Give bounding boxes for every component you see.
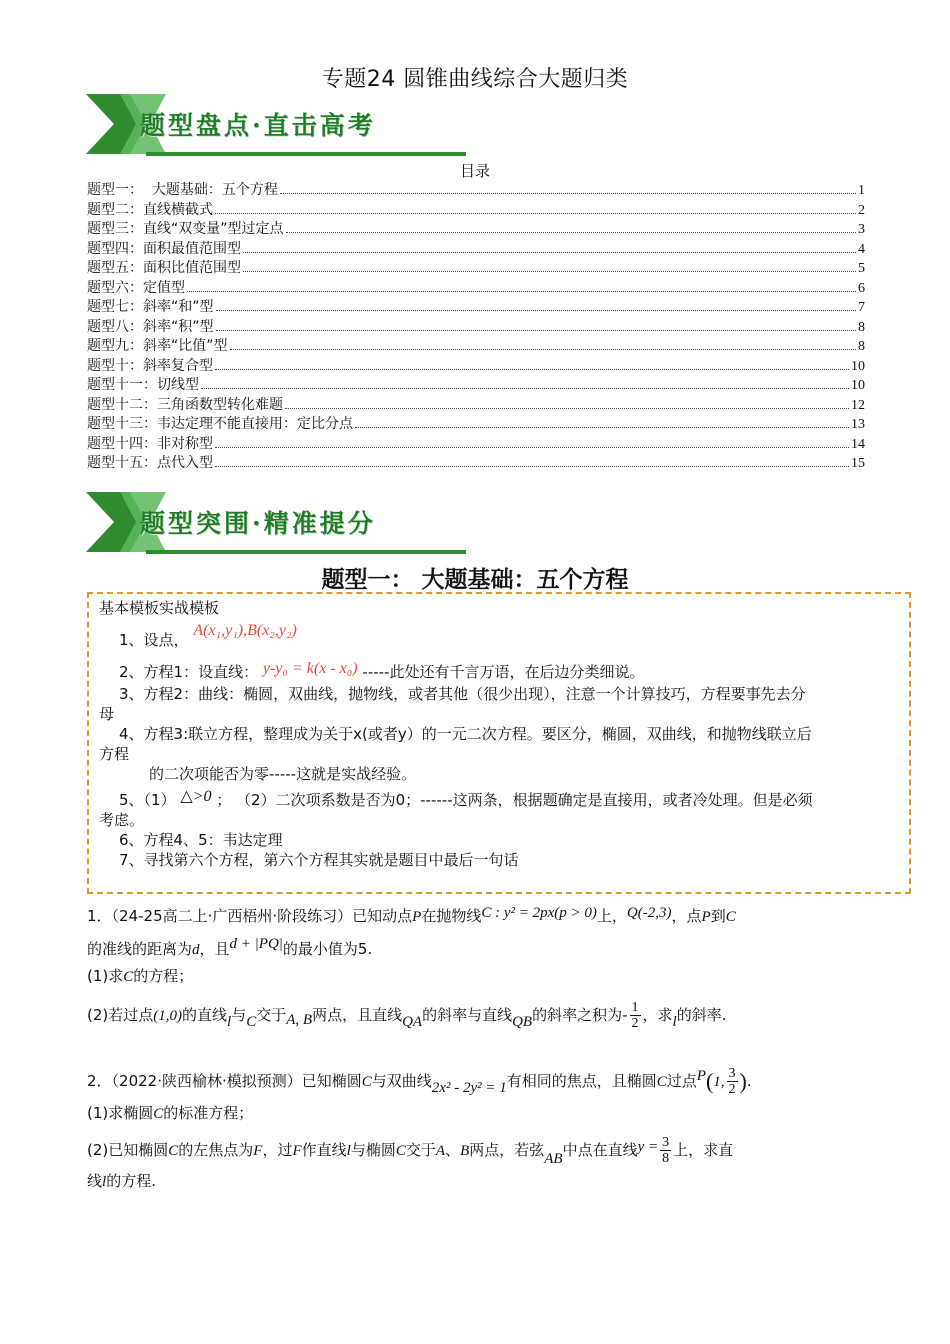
toc-entry-page: 10	[851, 378, 865, 393]
parabola-equation: C : y² = 2px(p > 0)	[481, 905, 597, 921]
template-step-4: 4、方程3:联立方程，整理成为关于x(或者y）的一元二次方程。要区分，椭圆，双曲线，和抛物线联立后	[119, 725, 812, 743]
toc-entry[interactable]	[87, 259, 865, 279]
toc-entry-label: 题型八：斜率“积”型	[87, 318, 214, 335]
line-formula: y-y₀ = k(x - x₀)	[262, 660, 358, 677]
template-step-3-cont: 母	[99, 705, 115, 723]
toc-entry-label: 题型十：斜率复合型	[87, 357, 213, 374]
section-banner-overview	[86, 94, 466, 158]
toc-entry-page: 2	[858, 202, 865, 218]
toc-entry-page: 12	[851, 397, 865, 413]
toc-entry-page: 15	[851, 456, 865, 471]
toc-entry-page: 14	[851, 436, 865, 452]
toc-leader-dots	[215, 447, 849, 448]
problem-2-part-1: (1)求椭圆C的标准方程；	[87, 1104, 254, 1122]
toc-entry[interactable]	[87, 298, 865, 318]
toc-entry[interactable]	[87, 181, 865, 201]
toc-leader-dots	[285, 408, 849, 409]
toc-entry[interactable]	[87, 220, 865, 240]
toc-leader-dots	[230, 349, 856, 350]
template-step-1: 1、设点， A(x₁,y₁),B(x₂,y₂)	[119, 622, 297, 649]
toc-entry[interactable]	[87, 279, 865, 299]
toc-entry[interactable]	[87, 454, 865, 474]
toc-entry-page: 1	[858, 183, 865, 198]
toc-entry-label: 题型九：斜率“比值”型	[87, 338, 228, 354]
toc-entry-label: 题型三：直线“双变量”型过定点	[87, 221, 284, 237]
section-title: 题型一： 大题基础：五个方程	[321, 567, 629, 593]
problem-2-part-2: (2)已知椭圆C的左焦点为F，过F作直线l与椭圆C交于A、B两点，若弦AB中点在直线y = $\frac{3}{8}$ 上，求直	[87, 1135, 734, 1167]
point-q: Q(-2,3)	[626, 905, 672, 921]
line-y-fraction: $\frac{3}{8}$	[662, 1135, 670, 1166]
toc-leader-dots	[201, 388, 849, 389]
toc-entry-page: 8	[858, 319, 865, 335]
toc-entry-page: 6	[858, 280, 865, 296]
toc-leader-dots	[286, 232, 856, 233]
toc-entry[interactable]	[87, 318, 865, 338]
toc-entry[interactable]	[87, 201, 865, 221]
toc-entry-label: 题型六：定值型	[87, 279, 185, 296]
toc-leader-dots	[216, 310, 856, 311]
toc-entry[interactable]	[87, 357, 865, 377]
toc-entry-label: 题型十三：韦达定理不能直接用：定比分点	[87, 416, 353, 432]
toc-leader-dots	[215, 213, 856, 214]
template-box	[87, 592, 911, 894]
section-banner-practice	[86, 492, 466, 556]
problem-2-line-1: 2．（2022·陕西榆林·模拟预测）已知椭圆C与双曲线2x² - 2y² = 1有相同的焦点，且椭圆C过点P(1, $\frac{3}{2}$ ).	[87, 1066, 752, 1097]
banner-label: 题型突围·精准提分	[140, 509, 376, 538]
slope-product-fraction: $\frac{1}{2}$	[631, 1000, 639, 1031]
toc-leader-dots	[280, 193, 856, 194]
template-step-4-cont: 方程	[99, 745, 130, 763]
problem-1-part-2: (2)若过点(1,0)的直线l与C交于A, B两点，且直线QA的斜率与直线QB的斜率之积为- $\frac{1}{2}$ ，求l的斜率.	[87, 1000, 727, 1031]
toc-entry-page: 7	[858, 300, 865, 315]
problem-1-part-1: (1)求C的方程；	[87, 967, 194, 985]
toc-entry-label: 题型七：斜率“和”型	[87, 299, 214, 315]
toc-entry-page: 4	[858, 241, 865, 257]
toc-entry-label: 题型十五：点代入型	[87, 455, 213, 471]
toc-entry-label: 题型四：面积最值范围型	[87, 240, 241, 257]
toc-leader-dots	[243, 252, 856, 253]
toc-heading: 目录	[459, 162, 490, 180]
template-step-5-cont: 考虑。	[99, 811, 145, 829]
toc-leader-dots	[187, 291, 856, 292]
table-of-contents	[87, 181, 865, 474]
template-step-3: 3、方程2：曲线：椭圆，双曲线，抛物线，或者其他（很少出现），注意一个计算技巧，方程要事先去分	[119, 685, 806, 703]
toc-entry[interactable]	[87, 337, 865, 357]
toc-entry-label: 题型十一：切线型	[87, 377, 199, 393]
toc-entry[interactable]	[87, 396, 865, 416]
banner-label: 题型盘点·直击高考	[140, 111, 376, 140]
template-step-2: 2、方程1：设直线： y-y₀ = k(x - x₀) -----此处还有千言万语，在后边分类细说。	[119, 660, 645, 681]
toc-leader-dots	[355, 427, 849, 428]
template-step-6: 6、方程4、5：韦达定理	[119, 831, 283, 849]
point-formula: A(x₁,y₁),B(x₂,y₂)	[193, 622, 297, 639]
discriminant-formula: △>0	[180, 788, 212, 805]
toc-leader-dots	[215, 369, 849, 370]
hyperbola-equation: 2x² - 2y² = 1	[431, 1080, 507, 1096]
toc-leader-dots	[243, 271, 856, 272]
toc-entry-label: 题型十二：三角函数型转化难题	[87, 396, 283, 413]
toc-entry[interactable]	[87, 415, 865, 435]
template-step-7: 7、寻找第六个方程，第六个方程其实就是题目中最后一句话	[119, 851, 519, 869]
toc-entry-page: 13	[851, 417, 865, 432]
toc-entry-page: 3	[858, 222, 865, 237]
toc-leader-dots	[215, 466, 849, 467]
toc-entry-page: 8	[858, 339, 865, 354]
toc-leader-dots	[216, 330, 856, 331]
template-step-4-cont2: 的二次项能否为零-----这就是实战经验。	[149, 765, 417, 783]
toc-entry-label: 题型十四：非对称型	[87, 435, 213, 452]
template-heading: 基本模板实战模板	[99, 599, 220, 617]
point-p-fraction: $\frac{3}{2}$	[728, 1066, 736, 1097]
problem-1-line-2: 的准线的距离为d，且d + |PQ|的最小值为5.	[87, 936, 373, 958]
toc-entry-label: 题型一： 大题基础：五个方程	[87, 182, 278, 198]
template-step-5: 5、（1） △>0 ； （2）二次项系数是否为0；------这两条，根据题确定是直接用，或者冷处理。但是必须	[119, 788, 813, 809]
distance-expression: d + |PQ|	[229, 936, 283, 952]
toc-entry[interactable]	[87, 240, 865, 260]
problem-2-part-2-cont: 线l的方程.	[87, 1172, 156, 1190]
toc-entry-label: 题型五：面积比值范围型	[87, 260, 241, 276]
toc-entry-label: 题型二：直线横截式	[87, 201, 213, 218]
problem-1-line-1: 1．（24-25高二上·广西梧州·阶段练习）已知动点P在抛物线C : y² = 2px(p > 0)上，Q(-2,3)，点P到C	[87, 905, 736, 925]
toc-entry-page: 10	[851, 358, 865, 374]
toc-entry[interactable]	[87, 376, 865, 396]
toc-entry[interactable]	[87, 435, 865, 455]
document-title: 专题24 圆锥曲线综合大题归类	[321, 67, 629, 92]
toc-entry-page: 5	[858, 261, 865, 276]
